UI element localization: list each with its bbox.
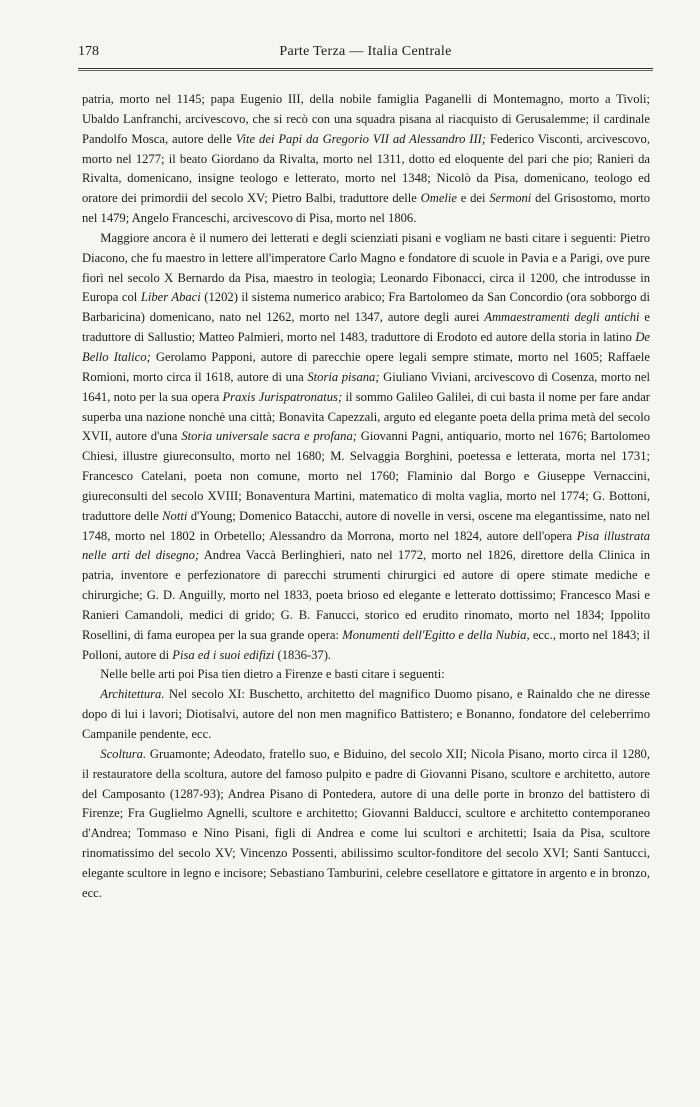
text-run: Giovanni Pagni, antiquario, morto nel 1676; Bartolomeo Chiesi, illustre giureconsulto, morto nel 1680; M. Selvaggia Borghini, poetessa e letterata, morta nel 1731; Francesco Catelani, poeta non comune, morto nel 1760; Flaminio dal Borgo e Giuseppe Vernaccini, giureconsulti del secolo XVIII; Bonaventura Martini, matematico di molta vaglia, morto nel 1774; G. Bottoni, traduttore delle bbox=[82, 429, 651, 523]
italic-text: Scoltura. bbox=[100, 746, 147, 761]
page-number: 178 bbox=[78, 44, 99, 59]
page-header bbox=[78, 44, 653, 64]
text-run: Gerolamo Papponi, autore di parecchie opere legali sempre stimate, morto nel 1605; Raffaele Romioni, morto circa il 1618, autore di una bbox=[82, 349, 650, 384]
text-run: Federico Visconti, arcivescovo, morto nel 1277; il beato Giordano da Rivalta, morto nel 1311, dotto ed eloquente del pari che pio; Ranieri da Rivalta, domenicano, insigne teologo e letterato, morto nel 1348; Nicolò da Pisa, domenicano, teologo ed oratore dei primordii del secolo XV; Pietro Balbi, traduttore delle bbox=[82, 131, 650, 206]
text-run: Nelle belle arti poi Pisa tien dietro a Firenze e basti citare i seguenti: bbox=[100, 667, 445, 682]
italic-text: Vite dei Papi da Gregorio VII ad Alessandro III; bbox=[235, 131, 487, 146]
text-run: ecc., morto nel 1843; il Polloni, autore di bbox=[82, 627, 650, 662]
text-run: del Grisostomo, morto nel 1479; Angelo Franceschi, arcivescovo di Pisa, morto nel 1806. bbox=[82, 191, 651, 226]
text-run: (1836-37). bbox=[274, 647, 332, 662]
running-head: Parte Terza — Italia Centrale bbox=[279, 44, 452, 59]
italic-text: Ammaestramenti degli antichi bbox=[484, 310, 640, 325]
italic-text: Notti bbox=[162, 508, 188, 523]
paragraph bbox=[82, 229, 650, 666]
text-run: e dei bbox=[457, 191, 490, 206]
text-run: Gruamonte; Adeodato, fratello suo, e Biduino, del secolo XII; Nicola Pisano, morto circa il 1280, il restauratore della scoltura, autore del famoso pulpito e padre di Giovanni Pisano, scultore e architetto, autore del Camposanto (1287-93); Andrea Pisano di Pontedera, autore di una delle porte in bronzo del battistero di Firenze; Fra Guglielmo Agnelli, scultore e architetto; Giovanni Balducci, scultore e architetto contemporaneo d'Andrea; Tommaso e Nino Pisani, figli di Andrea e come lui scultori e architetti; Isaia da Pisa, scultore rinomatissimo del secolo XV; Vincenzo Possenti, abilissimo scultor-fonditore del secolo XVI; Santi Santucci, elegante scultore in legno e incisore; Sebastiano Tamburini, celebre cesellatore e gittatore in argento e in bronzo, ecc. bbox=[82, 746, 650, 900]
italic-text: Architettura. bbox=[100, 687, 165, 702]
header-rule bbox=[78, 68, 653, 71]
italic-text: Storia universale sacra e profana; bbox=[181, 429, 357, 444]
text-run: Maggiore ancora è il numero dei letterati e degli scienziati pisani e vogliam ne basti citare i seguenti: Pietro Diacono, che fu maestro in lettere all'imperatore Carlo Magno e fondatore di scuole in Pavia e a Parigi, ove pure fiorì nel secolo X Bernardo da Pisa, maestro in teologia; Leonardo Fibonacci, circa il 1200, che introdusse in Europa col bbox=[82, 230, 650, 305]
text-run: patria, morto nel 1145; papa Eugenio III, della nobile famiglia Paganelli di Montemagno, morto a Tivoli; Ubaldo Lanfranchi, arcivescovo, che si recò con una squadra pisana al riacquisto di Gerusalemme; il cardinale Pandolfo Mosca, autore delle bbox=[82, 92, 650, 146]
text-run: Nel secolo XI: Buschetto, architetto del magnifico Duomo pisano, e Rainaldo che ne diresse dopo di lui i lavori; Diotisalvi, autore del non men magnifico Battistero; e Bonanno, fondatore del celeberrimo Campanile pendente, ecc. bbox=[82, 687, 650, 741]
paragraph bbox=[82, 665, 650, 685]
text-run: e traduttore di Sallustio; Matteo Palmieri, morto nel 1483, traduttore di Erodoto ed autore della storia in latino bbox=[82, 310, 650, 345]
text-run: d'Young; Domenico Batacchi, autore di novelle in versi, oscene ma elegantissime, nato nel 1748, morto nel 1802 in Orbetello; Alessandro da Morrona, morto nel 1824, autore dell'opera bbox=[82, 508, 650, 543]
text-run: Giuliano Viviani, arcivescovo di Cosenza, morto nel 1641, noto per la sua opera bbox=[82, 369, 650, 404]
paragraph bbox=[82, 745, 650, 904]
italic-text: Omelie bbox=[420, 191, 457, 206]
text-run: (1202) il sistema numerico arabico; Fra Bartolomeo da San Concordio (ora sobborgo di Barbaricina) domenicano, nato nel 1262, morto nel 1347, autore degli aurei bbox=[82, 290, 650, 325]
body-text bbox=[82, 90, 650, 904]
italic-text: Sermoni bbox=[489, 191, 532, 206]
italic-text: De Bello Italico; bbox=[82, 330, 650, 364]
text-run: Andrea Vaccà Berlinghieri, nato nel 1772, morto nel 1826, direttore della Clinica in patria, inventore e perfezionatore di parecchi strumenti chirurgici ed autore di opere stimate mediche e chirurgiche; G. D. Anguilly, morto nel 1833, poeta brioso ed elegante e letterato dottissimo; Francesco Masi e Ranieri Camandoli, medici di grido; G. B. Fanucci, storico ed erudito rinomato, morto nel 1834; Ippolito Rosellini, di fama europea per la sua grande opera: bbox=[82, 548, 650, 642]
italic-text: Monumenti dell'Egitto e della Nubia, bbox=[342, 627, 530, 642]
paragraph bbox=[82, 685, 650, 745]
italic-text: Pisa illustrata nelle arti del disegno; bbox=[82, 528, 650, 563]
paragraph bbox=[82, 90, 650, 229]
text-run: il sommo Galileo Galilei, di cui basta il nome per fare andar superba una nazione nonchè una città; Bonavita Capezzali, arguto ed elegante poeta della prima metà del secolo XVII, autore d'una bbox=[82, 389, 650, 444]
italic-text: Storia pisana; bbox=[307, 369, 380, 384]
italic-text: Liber Abaci bbox=[140, 290, 201, 305]
italic-text: Praxis Jurispatronatus; bbox=[222, 389, 343, 404]
italic-text: Pisa ed i suoi edifizi bbox=[172, 647, 275, 662]
